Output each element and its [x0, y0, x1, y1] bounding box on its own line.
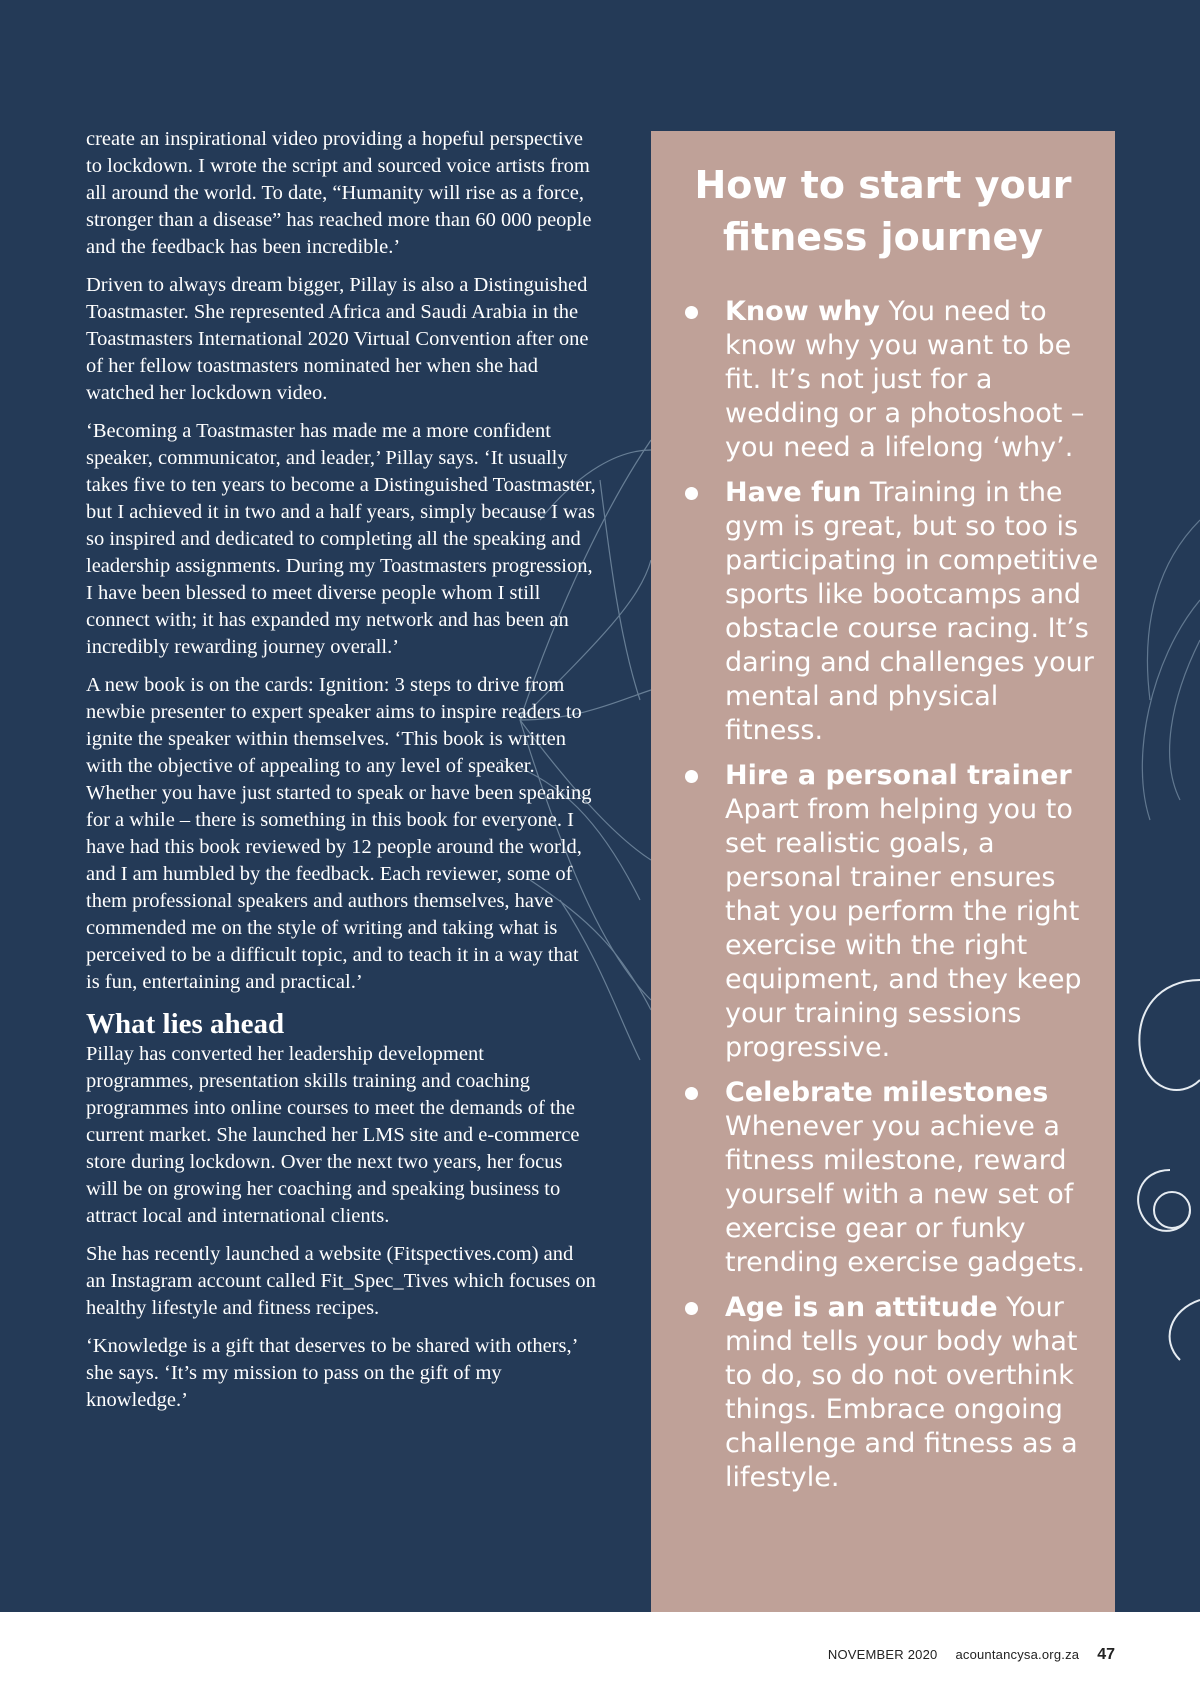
tip-item: [725, 476, 1103, 748]
article-paragraph: create an inspirational video providing a hopeful perspective to lockdown. I wrote the script and sourced voice artists from all around the world. To date, “Humanity will rise as a force, stronger than a disease” has reached more than 60 000 people and the feedback has been incredible.’: [86, 128, 592, 258]
tip-body: Training in the gym is great, but so too is participating in competitive sports like bootcamps and obstacle course racing. It’s daring and challenges your mental and physical fitness.: [725, 477, 1099, 746]
page-footer: [828, 1646, 1115, 1664]
issue-date: NOVEMBER 2020: [827, 1647, 938, 1662]
tip-heading: Have fun: [725, 477, 862, 508]
bullet-icon: [685, 487, 698, 500]
article-column: [86, 126, 596, 1425]
sidebar-title: How to start your fitness journey: [694, 163, 1072, 259]
article-paragraph: Driven to always dream bigger, Pillay is also a Distinguished Toastmaster. She represented Africa and Saudi Arabia in the Toastmasters International 2020 Virtual Convention after one of her fellow toastmasters nominated her when she had watched her lockdown video.: [86, 274, 589, 404]
article-paragraph: Pillay has converted her leadership development programmes, presentation skills training and coaching programmes into online courses to meet the demands of the current market. She launched her LMS site and e-commerce store during lockdown. Over the next two years, her focus will be on growing her coaching and speaking business to attract local and international clients.: [86, 1043, 580, 1227]
fitness-tips-sidebar: [651, 131, 1115, 1612]
page-number: 47: [1097, 1646, 1115, 1663]
tip-item: [725, 295, 1103, 465]
tip-item: [725, 1291, 1103, 1495]
bullet-icon: [685, 1302, 698, 1315]
section-heading: What lies ahead: [86, 1008, 285, 1040]
article-paragraph: She has recently launched a website (Fitspectives.com) and an Instagram account called Fit_Spec_Tives which focuses on healthy lifestyle and fitness recipes.: [86, 1243, 596, 1319]
tip-heading: Know why: [725, 296, 880, 327]
tips-list: [651, 295, 1115, 1495]
tip-body: Apart from helping you to set realistic goals, a personal trainer ensures that you perform the right exercise with the right equipment, and they keep your training sessions progressive.: [725, 794, 1082, 1063]
tip-body: You need to know why you want to be fit. It’s not just for a wedding or a photoshoot – you need a lifelong ‘why’.: [725, 296, 1085, 463]
article-paragraph: ‘Becoming a Toastmaster has made me a more confident speaker, communicator, and leader,’ Pillay says. ‘It usually takes five to ten years to become a Distinguished Toastmaster, but I achieved it in two and a half years, simply because I was so inspired and dedicated to completing all the speaking and leadership assignments. During my Toastmasters progression, I have been blessed to meet diverse people whom I still connect with; it has expanded my network and has been an incredibly rewarding journey overall.’: [86, 420, 596, 658]
tip-body: Whenever you achieve a fitness milestone, reward yourself with a new set of exercise gear or funky trending exercise gadgets.: [725, 1111, 1086, 1278]
bullet-icon: [685, 770, 698, 783]
tip-body: Your mind tells your body what to do, so do not overthink things. Embrace ongoing challenge and fitness as a lifestyle.: [725, 1292, 1078, 1493]
bullet-icon: [685, 306, 698, 319]
tip-item: [725, 1076, 1103, 1280]
article-paragraph: ‘Knowledge is a gift that deserves to be shared with others,’ she says. ‘It’s my mission to pass on the gift of my knowledge.’: [86, 1335, 577, 1411]
article-paragraph: A new book is on the cards: Ignition: 3 steps to drive from newbie presenter to expert speaker aims to inspire readers to ignite the speaker within themselves. ‘This book is written with the objective of appealing to any level of speaker. Whether you have just started to speak or have been speaking for a while – there is something in this book for everyone. I have had this book reviewed by 12 people around the world, and I am humbled by the feedback. Each reviewer, some of them professional speakers and authors themselves, have commended me on the style of writing and taking what is perceived to be a difficult topic, and to teach it in a way that is fun, entertaining and practical.’: [86, 674, 592, 993]
website-link[interactable]: acountancysa.org.za: [955, 1647, 1080, 1662]
tip-heading: Age is an attitude: [725, 1292, 998, 1323]
tip-heading: Hire a personal trainer: [725, 760, 1072, 791]
tip-item: [725, 759, 1103, 1065]
bullet-icon: [685, 1087, 698, 1100]
tip-heading: Celebrate milestones: [725, 1077, 1049, 1108]
